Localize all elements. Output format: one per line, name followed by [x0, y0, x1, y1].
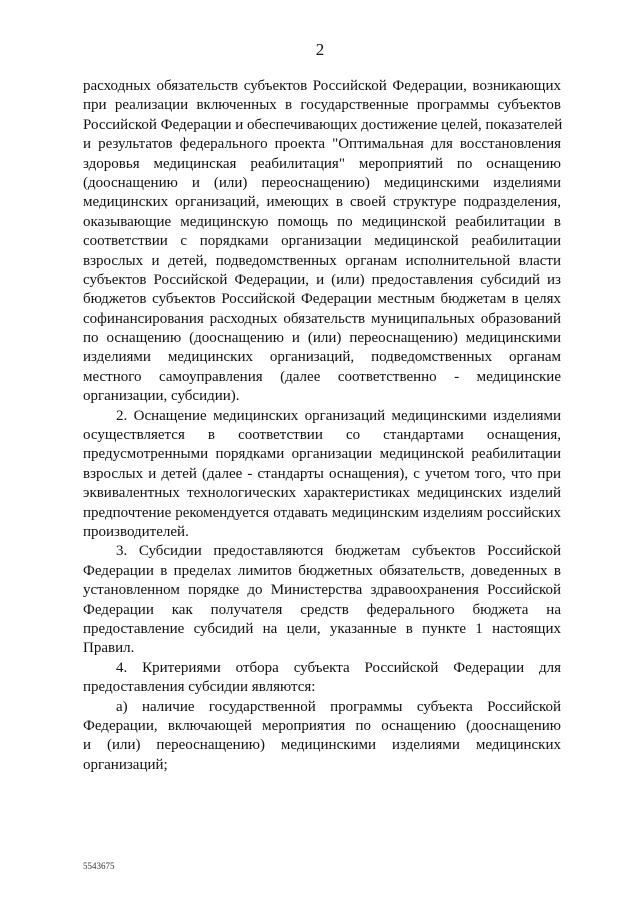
- paragraph-line: медицинских организаций, имеющих в своей структуре подразделения,: [83, 194, 561, 211]
- paragraph-line: производителей.: [83, 523, 189, 540]
- document-code: 5543675: [83, 861, 115, 871]
- paragraph-line: местного самоуправления (далее соответственно - медицинские: [83, 368, 561, 385]
- paragraph-line: Федерации в пределах лимитов бюджетных обязательств, доведенных в: [83, 562, 561, 579]
- paragraph-line: установленном порядке до Министерства здравоохранения Российской: [83, 582, 561, 599]
- paragraph: [83, 77, 561, 407]
- paragraph-line: и результатов федерального проекта "Оптимальная для восстановления: [83, 136, 561, 153]
- page-number: 2: [315, 40, 325, 59]
- paragraph-line: предоставления субсидии являются:: [83, 679, 316, 696]
- paragraph-line: здоровья медицинская реабилитация" мероприятий по оснащению: [83, 155, 561, 172]
- paragraph-line: эквивалентных технологических характеристиках медицинских изделий: [83, 485, 561, 502]
- paragraph-line: софинансирования расходных обязательств муниципальных образований: [83, 310, 561, 327]
- paragraph-line: (дооснащению и (или) переоснащению) медицинскими изделиями: [83, 174, 561, 191]
- paragraph-line: Российской Федерации и обеспечивающих достижение целей, показателей: [83, 116, 563, 133]
- paragraph-line: предусмотренными порядками организации медицинской реабилитации: [83, 446, 561, 463]
- paragraph-line: субъектов Российской Федерации, и (или) предоставления субсидий из: [83, 271, 561, 288]
- paragraph-line: взрослых и детей (далее - стандарты оснащения), с учетом того, что при: [83, 465, 561, 482]
- document-body: [83, 77, 561, 775]
- paragraph-line: организаций;: [83, 756, 168, 773]
- paragraph-line: расходных обязательств субъектов Российской Федерации, возникающих: [83, 78, 561, 94]
- paragraph-line: осуществляется в соответствии со стандартами оснащения,: [83, 427, 561, 444]
- paragraph: [83, 659, 561, 698]
- paragraph: [83, 407, 561, 543]
- paragraph-line: 2. Оснащение медицинских организаций медицинскими изделиями: [116, 407, 561, 424]
- paragraph-line: предпочтение рекомендуется отдавать медицинским изделиям российских: [83, 504, 561, 521]
- paragraph-line: по оснащению (дооснащению и (или) переоснащению) медицинскими: [83, 330, 561, 347]
- paragraph-line: бюджетов субъектов Российской Федерации местным бюджетам в целях: [83, 291, 561, 308]
- paragraph-line: 4. Критериями отбора субъекта Российской Федерации для: [116, 659, 561, 676]
- paragraph-line: а) наличие государственной программы субъекта Российской: [116, 698, 561, 715]
- paragraph-line: соответствии с порядками организации медицинской реабилитации: [83, 233, 561, 250]
- paragraph-line: изделиями медицинских организаций, подведомственных органам: [83, 349, 561, 366]
- paragraph-line: Федерации, включающей мероприятия по оснащению (дооснащению: [83, 717, 561, 734]
- paragraph-line: взрослых и детей, подведомственных органам исполнительной власти: [83, 252, 561, 269]
- paragraph-line: и (или) переоснащению) медицинскими изделиями медицинских: [83, 737, 561, 754]
- paragraph-line: Правил.: [83, 640, 135, 657]
- paragraph-line: организации, субсидии).: [83, 388, 240, 405]
- paragraph-line: Федерации как получателя средств федерального бюджета на: [83, 601, 561, 618]
- paragraph: [83, 542, 561, 658]
- paragraph: [83, 698, 561, 776]
- paragraph-line: оказывающие медицинскую помощь по медицинской реабилитации в: [83, 213, 561, 230]
- paragraph-line: предоставление субсидий на цели, указанные в пункте 1 настоящих: [83, 620, 561, 637]
- paragraph-line: 3. Субсидии предоставляются бюджетам субъектов Российской: [116, 543, 561, 560]
- paragraph-line: при реализации включенных в государственные программы субъектов: [83, 97, 561, 114]
